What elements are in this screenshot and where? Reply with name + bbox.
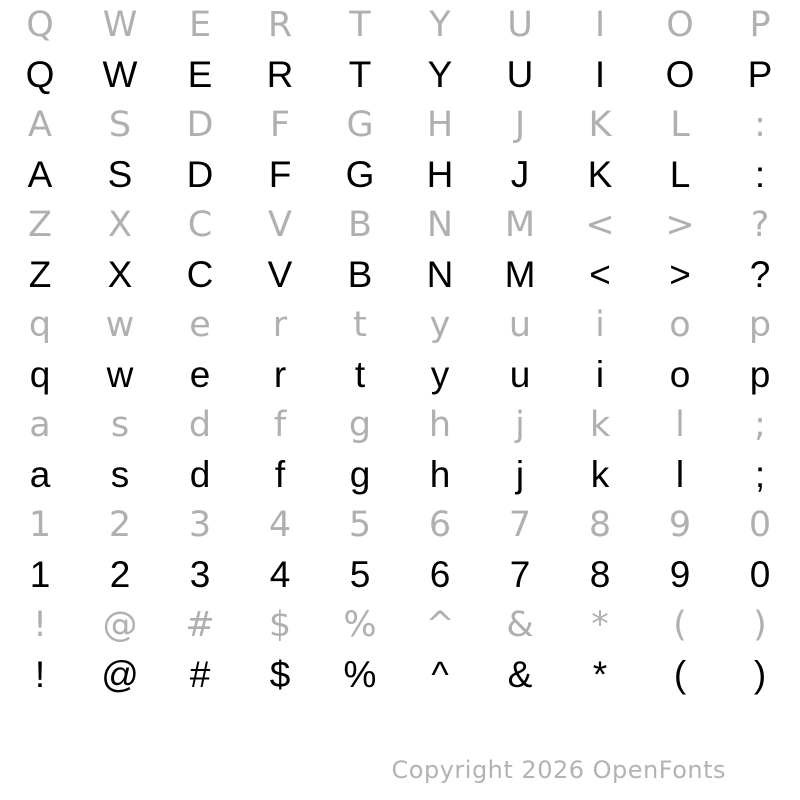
glyph-cell: j	[515, 405, 525, 445]
glyph-cell: !	[32, 605, 48, 645]
glyph-cell: V	[268, 205, 292, 245]
glyph-cell: G	[345, 154, 375, 195]
glyph-cell: X	[107, 254, 133, 295]
glyph-cell: k	[590, 454, 610, 495]
glyph-cell: <	[589, 254, 611, 295]
glyph-cell: 5	[349, 554, 371, 595]
ghost-glyph-row	[0, 600, 800, 650]
glyph-cell: L	[669, 154, 691, 195]
glyph-cell: :	[754, 105, 766, 145]
glyph-cell: S	[108, 105, 132, 145]
glyph-cell: u	[508, 305, 532, 345]
glyph-cell: t	[354, 354, 366, 395]
glyph-cell: D	[186, 154, 214, 195]
glyph-cell: w	[106, 354, 134, 395]
glyph-cell: Q	[25, 54, 55, 95]
ghost-glyph-row	[0, 500, 800, 550]
glyph-cell: U	[506, 54, 534, 95]
glyph-cell: I	[594, 54, 606, 95]
glyph-cell: g	[349, 454, 371, 495]
specimen-glyph-row	[0, 150, 800, 200]
glyph-cell: Z	[28, 254, 52, 295]
glyph-cell: D	[186, 105, 214, 145]
glyph-cell: O	[665, 54, 695, 95]
glyph-cell: 8	[589, 554, 611, 595]
glyph-cell: 6	[428, 505, 452, 545]
glyph-cell: R	[266, 54, 294, 95]
glyph-cell: R	[267, 5, 293, 45]
glyph-cell: W	[102, 5, 138, 45]
glyph-cell: #	[189, 654, 211, 695]
glyph-cell: p	[749, 354, 771, 395]
specimen-glyph-row	[0, 450, 800, 500]
glyph-cell: 9	[669, 554, 691, 595]
glyph-cell: h	[429, 454, 451, 495]
glyph-cell: f	[273, 405, 287, 445]
glyph-cell: Z	[28, 205, 52, 245]
ghost-glyph-row	[0, 200, 800, 250]
glyph-cell: A	[27, 154, 53, 195]
glyph-cell: K	[588, 105, 612, 145]
glyph-cell: %	[343, 605, 377, 645]
glyph-cell: $	[269, 654, 291, 695]
glyph-cell: *	[591, 605, 609, 645]
glyph-cell: T	[348, 54, 372, 95]
glyph-cell: <	[585, 205, 615, 245]
specimen-glyph-row	[0, 350, 800, 400]
glyph-cell: s	[110, 454, 130, 495]
glyph-cell: G	[346, 105, 374, 145]
glyph-cell: >	[669, 254, 691, 295]
glyph-cell: M	[504, 254, 536, 295]
glyph-cell: 3	[189, 554, 211, 595]
glyph-cell: 9	[668, 505, 692, 545]
glyph-cell: 7	[509, 554, 531, 595]
glyph-cell: 5	[348, 505, 372, 545]
glyph-cell: e	[189, 354, 211, 395]
glyph-cell: N	[426, 205, 454, 245]
glyph-cell: I	[594, 5, 606, 45]
glyph-cell: h	[428, 405, 452, 445]
glyph-cell: 0	[749, 554, 771, 595]
glyph-cell: 3	[188, 505, 212, 545]
glyph-cell: Y	[427, 54, 453, 95]
glyph-cell: S	[107, 154, 133, 195]
glyph-cell: W	[102, 54, 138, 95]
glyph-cell: T	[349, 5, 371, 45]
glyph-cell: q	[28, 305, 52, 345]
glyph-cell: F	[268, 154, 292, 195]
glyph-cell: K	[587, 154, 613, 195]
ghost-glyph-row	[0, 300, 800, 350]
glyph-cell: y	[429, 305, 451, 345]
glyph-cell: P	[747, 54, 773, 95]
glyph-cell: u	[509, 354, 531, 395]
glyph-cell: F	[269, 105, 291, 145]
glyph-cell: B	[347, 254, 373, 295]
glyph-cell: X	[108, 205, 132, 245]
glyph-cell: a	[29, 454, 51, 495]
glyph-cell: 7	[508, 505, 532, 545]
glyph-cell: r	[273, 354, 287, 395]
glyph-cell: V	[267, 254, 293, 295]
glyph-cell: M	[504, 205, 536, 245]
glyph-cell: E	[187, 54, 213, 95]
glyph-cell: L	[670, 105, 690, 145]
specimen-glyph-row	[0, 250, 800, 300]
glyph-cell: J	[514, 105, 526, 145]
glyph-cell: 1	[28, 505, 52, 545]
glyph-cell: E	[188, 5, 212, 45]
glyph-cell: i	[595, 305, 605, 345]
glyph-cell: s	[110, 405, 130, 445]
glyph-cell: Q	[26, 5, 54, 45]
glyph-cell: ^	[425, 605, 455, 645]
glyph-cell: r	[272, 305, 288, 345]
glyph-cell: )	[753, 605, 767, 645]
glyph-cell: ?	[750, 205, 770, 245]
specimen-glyph-row	[0, 650, 800, 700]
specimen-glyph-row	[0, 50, 800, 100]
glyph-cell: Y	[429, 5, 451, 45]
glyph-cell: U	[507, 5, 533, 45]
glyph-cell: ?	[749, 254, 771, 295]
glyph-cell: $	[268, 605, 292, 645]
glyph-cell: e	[189, 305, 211, 345]
glyph-cell: (	[673, 654, 687, 695]
glyph-cell: l	[675, 454, 685, 495]
specimen-glyph-row	[0, 550, 800, 600]
glyph-cell: @	[101, 654, 139, 695]
glyph-cell: !	[34, 654, 46, 695]
glyph-cell: N	[426, 254, 454, 295]
glyph-cell: t	[353, 305, 367, 345]
glyph-cell: 8	[588, 505, 612, 545]
glyph-cell: B	[347, 205, 372, 245]
glyph-cell: :	[754, 154, 766, 195]
copyright-text: Copyright 2026 OpenFonts	[391, 756, 726, 784]
glyph-cell: A	[28, 105, 52, 145]
glyph-cell: J	[510, 154, 530, 195]
glyph-cell: w	[105, 305, 135, 345]
glyph-cell: >	[665, 205, 695, 245]
glyph-cell: d	[188, 405, 212, 445]
glyph-cell: l	[675, 405, 685, 445]
glyph-cell: 2	[109, 554, 131, 595]
glyph-cell: &	[507, 654, 533, 695]
glyph-cell: a	[29, 405, 51, 445]
glyph-cell: ^	[431, 654, 449, 695]
ghost-glyph-row	[0, 0, 800, 50]
glyph-cell: o	[669, 354, 691, 395]
glyph-cell: 6	[429, 554, 451, 595]
glyph-cell: f	[274, 454, 286, 495]
glyph-cell: q	[29, 354, 51, 395]
glyph-cell: C	[187, 205, 213, 245]
glyph-cell: *	[592, 654, 608, 695]
glyph-cell: )	[753, 654, 767, 695]
glyph-cell: d	[189, 454, 211, 495]
glyph-cell: p	[748, 305, 772, 345]
ghost-glyph-row	[0, 400, 800, 450]
glyph-cell: ;	[754, 454, 766, 495]
glyph-cell: P	[749, 5, 771, 45]
glyph-cell: 4	[268, 505, 292, 545]
glyph-cell: y	[430, 354, 450, 395]
glyph-cell: o	[669, 305, 691, 345]
glyph-cell: k	[589, 405, 611, 445]
glyph-cell: C	[186, 254, 214, 295]
glyph-cell: (	[673, 605, 687, 645]
glyph-cell: O	[666, 5, 694, 45]
glyph-cell: @	[102, 605, 138, 645]
glyph-cell: 0	[748, 505, 772, 545]
glyph-cell: j	[515, 454, 525, 495]
glyph-cell: ;	[754, 405, 766, 445]
glyph-cell: 4	[269, 554, 291, 595]
glyph-cell: g	[348, 405, 372, 445]
glyph-cell: H	[426, 154, 454, 195]
glyph-cell: 2	[108, 505, 132, 545]
ghost-glyph-row	[0, 100, 800, 150]
glyph-cell: H	[426, 105, 454, 145]
glyph-cell: i	[595, 354, 605, 395]
glyph-cell: 1	[29, 554, 51, 595]
glyph-cell: &	[506, 605, 534, 645]
glyph-cell: #	[185, 605, 215, 645]
glyph-cell: %	[343, 654, 377, 695]
